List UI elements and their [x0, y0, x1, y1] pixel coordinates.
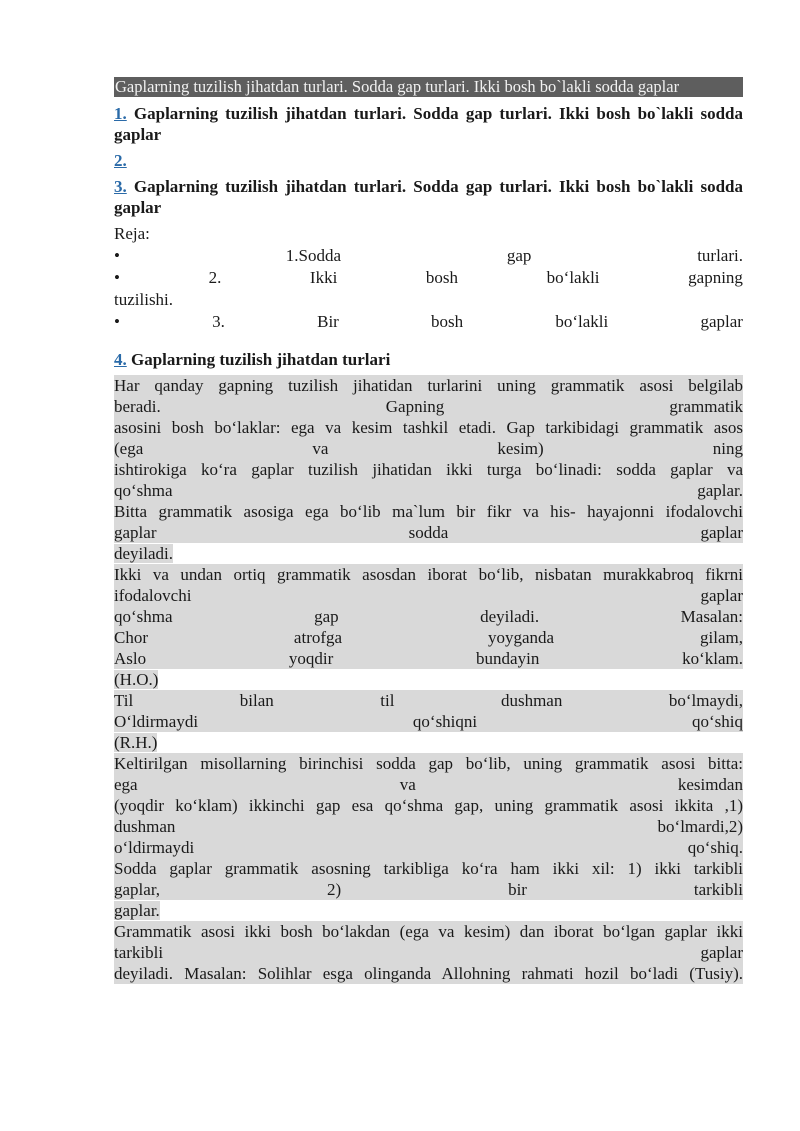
text-line: Aslo yoqdir bundayin ko‘klam. [114, 649, 743, 668]
text-line: Sodda gaplar grammatik asosning tarkibliga ko‘ra ham ikki xil: 1) ikki tarkibli [114, 859, 743, 878]
bullet: • [114, 312, 120, 331]
plan-word: 1.Sodda [285, 246, 342, 265]
plan-word: Bir [317, 312, 339, 331]
title-banner: Gaplarning tuzilish jihatdan turlari. Sodda gap turlari. Ikki bosh bo`lakli sodda gaplar [114, 77, 743, 97]
plan-word: turlari. [697, 246, 743, 265]
text-line: (R.H.) [114, 732, 743, 753]
plan-word: 3. [212, 312, 225, 331]
heading-4-text: Gaplarning tuzilish jihatdan turlari [131, 350, 391, 369]
text-line: ishtirokiga ko‘ra gaplar tuzilish jihatidan ikki turga bo‘linadi: sodda gaplar va [114, 460, 743, 479]
text-line: Til bilan til dushman bo‘lmaydi, [114, 691, 743, 710]
text-line: o‘ldirmaydi qo‘shiq. [114, 838, 743, 857]
text-line: Har qanday gapning tuzilish jihatidan turlarini uning grammatik asosi belgilab [114, 376, 743, 395]
text-line: deyiladi. Masalan: Solihlar esga olinganda Allohning rahmati hozil bo‘ladi (Tusiy). [114, 964, 743, 983]
plan-item-2-tail: tuzilishi. [114, 290, 174, 309]
heading-4 [114, 349, 743, 370]
heading-4-link[interactable]: 4. [114, 350, 127, 369]
text-line: dushman bo‘lmardi,2) [114, 817, 743, 836]
body-text-4 [114, 753, 743, 900]
body-text-5 [114, 921, 743, 984]
plan-title: Reja: [114, 224, 150, 243]
heading-3-text: Gaplarning tuzilish jihatdan turlari. Sodda gap turlari. Ikki bosh bo`lakli sodda gaplar [114, 177, 743, 217]
heading-1-link[interactable]: 1. [114, 104, 127, 123]
text-line: qo‘shma gaplar. [114, 481, 743, 500]
plan-word: bosh [425, 268, 459, 287]
bullet: • [114, 268, 120, 287]
bullet: • [114, 246, 120, 265]
plan-word: bosh [431, 312, 464, 331]
heading-3 [114, 176, 743, 218]
plan-item-3 [114, 311, 743, 333]
plan-word: Ikki [309, 268, 338, 287]
text-line: gaplar. [114, 900, 743, 921]
text-line: Grammatik asosi ikki bosh bo‘lakdan (ega va kesim) dan iborat bo‘lgan gaplar ikki [114, 922, 743, 941]
text-line: Ikki va undan ortiq grammatik asosdan iborat bo‘lib, nisbatan murakkabroq fikrni [114, 565, 743, 584]
heading-1 [114, 103, 743, 145]
body-text [114, 375, 743, 543]
text-line: O‘ldirmaydi qo‘shiqni qo‘shiq [114, 712, 743, 731]
text-line: Bitta grammatik asosiga ega bo‘lib ma`lum bir fikr va his- hayajonni ifodalovchi [114, 502, 743, 521]
heading-2 [114, 150, 743, 171]
text-line: beradi. Gapning grammatik [114, 397, 743, 416]
text-line: gaplar sodda gaplar [114, 523, 743, 542]
plan-item-1 [114, 245, 743, 267]
text-line: ifodalovchi gaplar [114, 586, 743, 605]
text-line: Chor atrofga yoyganda gilam, [114, 628, 743, 647]
text-line: (ega va kesim) ning [114, 439, 743, 458]
text-line: Keltirilgan misollarning birinchisi sodda gap bo‘lib, uning grammatik asosi bitta: [114, 754, 743, 773]
heading-3-link[interactable]: 3. [114, 177, 127, 196]
text-line: tarkibli gaplar [114, 943, 743, 962]
plan-word: gapning [688, 268, 743, 287]
text-line: gaplar, 2) bir tarkibli [114, 880, 743, 899]
plan-word: gaplar [700, 312, 743, 331]
text-line: (yoqdir ko‘klam) ikkinchi gap esa qo‘shma gap, uning grammatik asosi ikkita ,1) [114, 796, 743, 815]
plan-word: gap [506, 246, 532, 265]
text-line: (H.O.) [114, 669, 743, 690]
text-line: ega va kesimdan [114, 775, 743, 794]
plan-item-2 [114, 267, 743, 289]
text-line: asosini bosh bo‘laklar: ega va kesim tashkil etadi. Gap tarkibidagi grammatik asos [114, 418, 743, 437]
document-page [114, 77, 743, 984]
heading-1-text: Gaplarning tuzilish jihatdan turlari. Sodda gap turlari. Ikki bosh bo`lakli sodda gaplar [114, 104, 743, 144]
body-text-2 [114, 564, 743, 669]
text-line: deyiladi. [114, 543, 743, 564]
heading-2-link[interactable]: 2. [114, 151, 127, 170]
plan-word: bo‘lakli [546, 268, 600, 287]
text-line: qo‘shma gap deyiladi. Masalan: [114, 607, 743, 626]
plan-word: bo‘lakli [555, 312, 609, 331]
body-text-3 [114, 690, 743, 732]
plan-word: 2. [208, 268, 222, 287]
